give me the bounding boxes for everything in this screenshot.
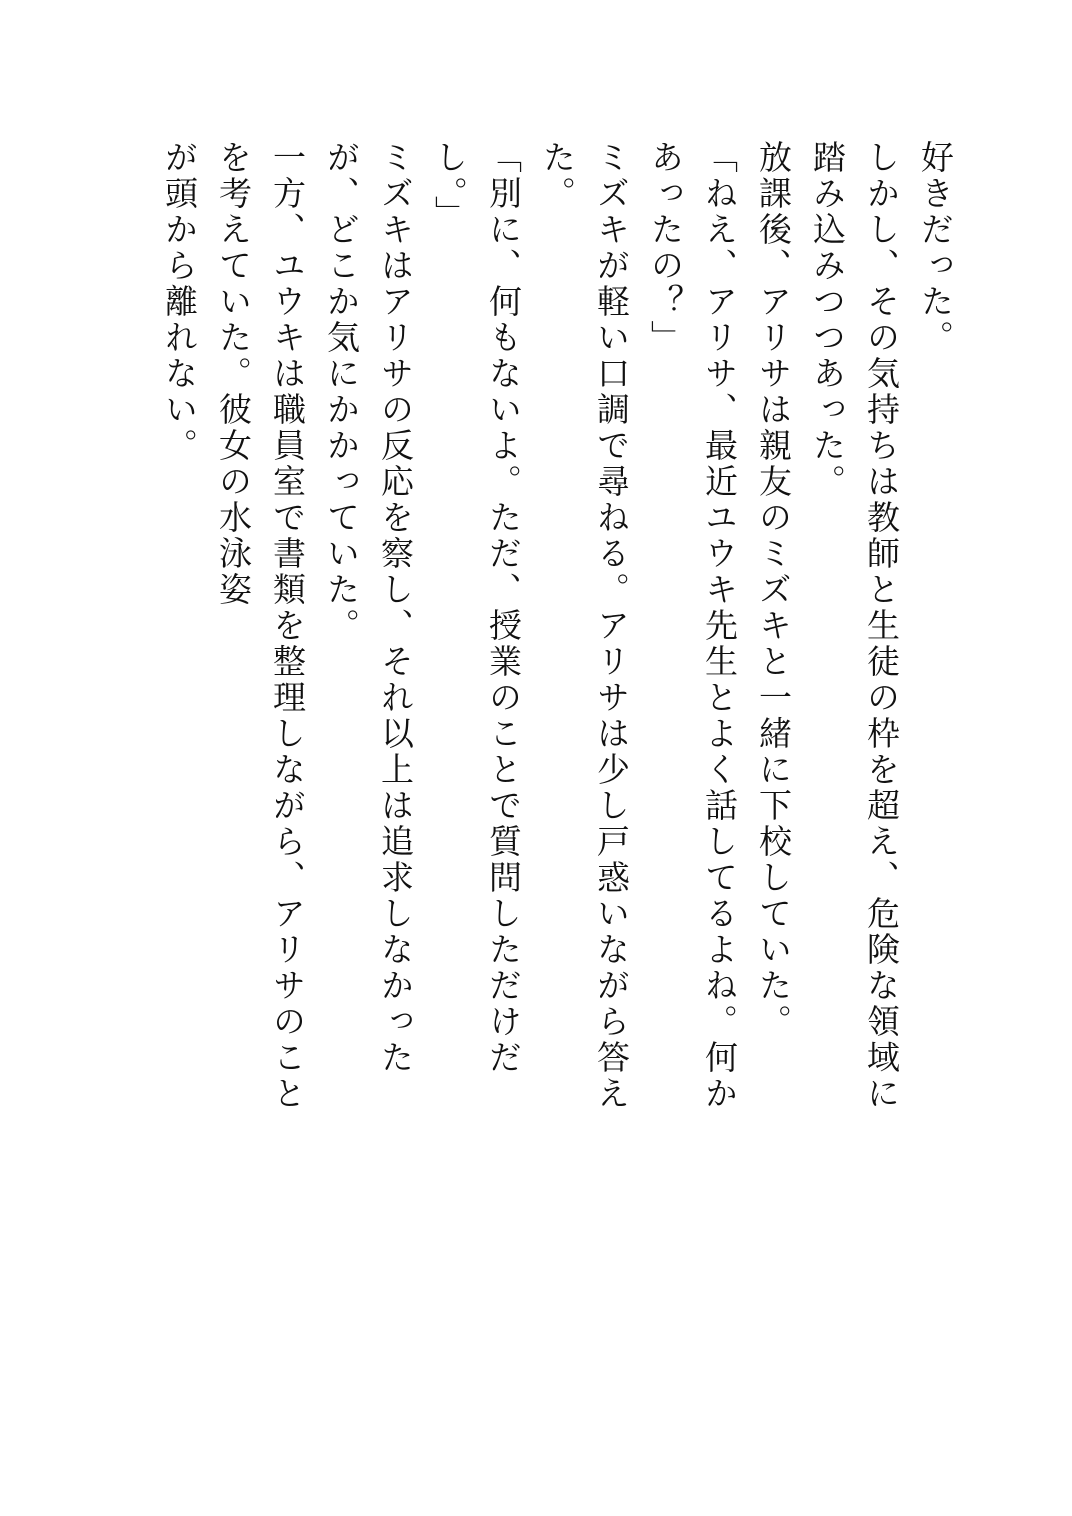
text-line: ミズキはアリサの反応を察し、それ以上は追求しなかったが、どこか気にかかっていた。 [322,140,415,1076]
text-line: 好きだった。 [916,140,955,356]
text-line: 放課後、アリサは親友のミズキと一緒に下校していた。 [754,140,793,1040]
text-line: が頭から離れない。 [160,140,199,464]
text-line: 「別に、何もないよ。ただ、授業のことで質問しただけだし。」 [430,140,523,1076]
text-line: しかし、その気持ちは教師と生徒の枠を超え、危険な領域に踏み込みつつあった。 [808,140,901,1112]
text-line: 一方、ユウキは職員室で書類を整理しながら、アリサのことを考えていた。彼女の水泳姿 [214,140,307,1112]
text-line: 「ねえ、アリサ、最近ユウキ先生とよく話してるよね。何かあったの？」 [646,140,739,1112]
vertical-text-block [152,140,962,1140]
text-line: ミズキが軽い口調で尋ねる。アリサは少し戸惑いながら答えた。 [538,140,631,1112]
